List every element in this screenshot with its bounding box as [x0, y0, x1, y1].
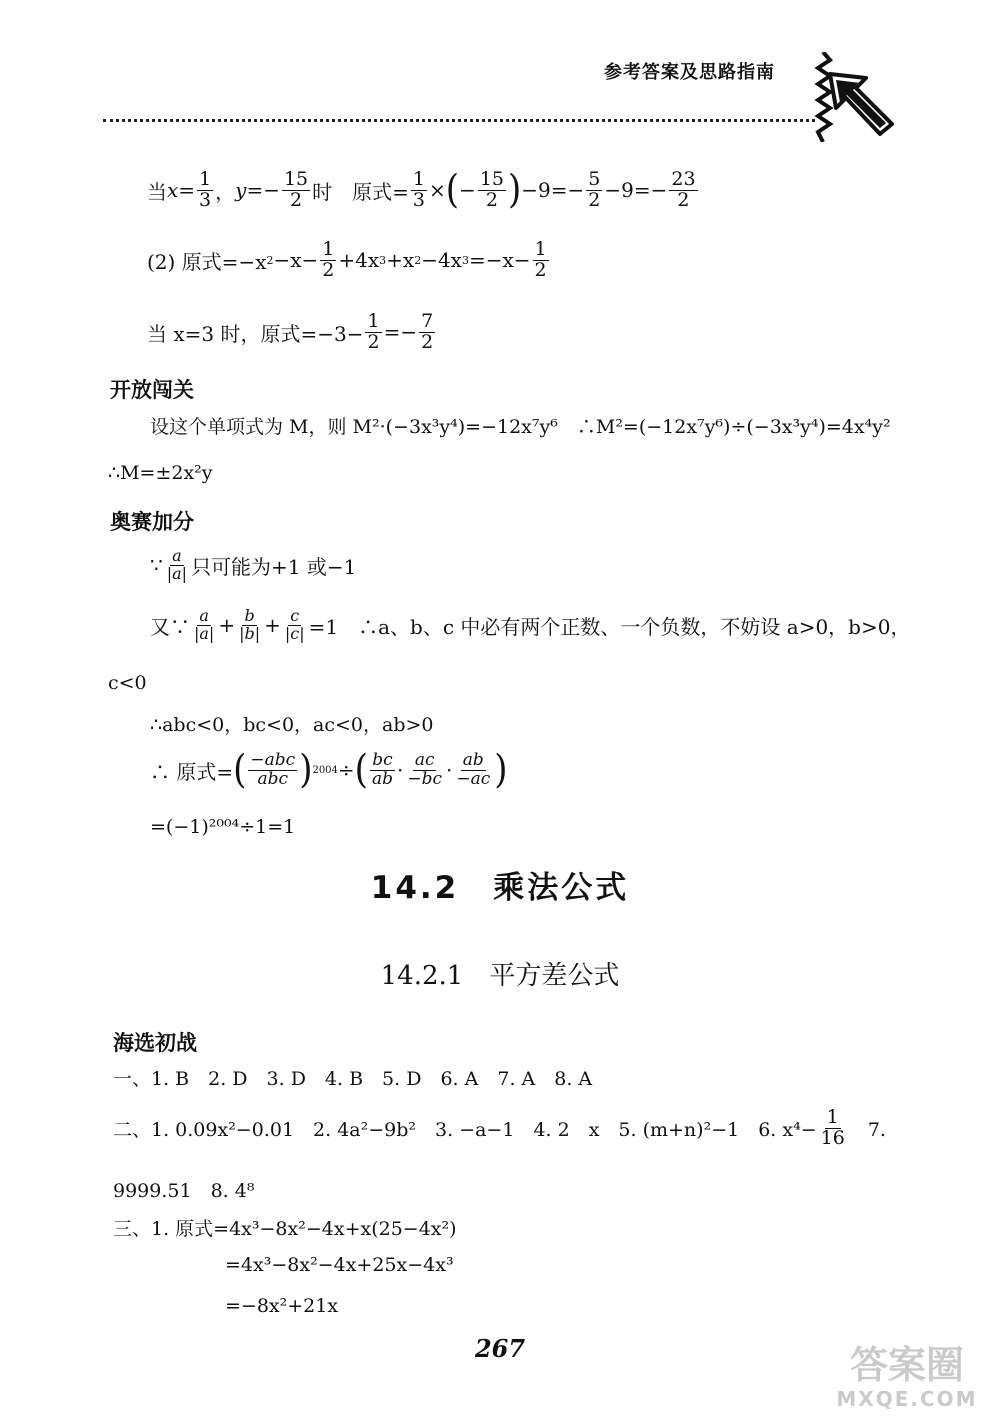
- exponent: 3: [461, 253, 469, 267]
- numerator: 1: [367, 310, 380, 332]
- chapter-heading: 14.2 乘法公式: [370, 870, 630, 906]
- fraction: [454, 752, 492, 789]
- text: 时 原式=: [312, 179, 409, 204]
- denominator: 2: [421, 330, 434, 353]
- fraction: [533, 240, 549, 281]
- fraction: [819, 1108, 847, 1149]
- numerator: 5: [588, 168, 601, 190]
- numerator: 1: [199, 168, 212, 190]
- denominator: 2: [290, 188, 303, 211]
- var-x: x: [167, 178, 179, 203]
- section-heading-preliminary: 海选初战: [113, 1031, 197, 1055]
- paren: (: [445, 167, 460, 214]
- paren: ): [494, 747, 508, 794]
- equation-line-6: [150, 548, 356, 583]
- denominator: |c|: [284, 623, 305, 643]
- page-number: 267: [474, 1334, 526, 1363]
- fraction: [478, 170, 506, 211]
- text: −9=−: [521, 178, 585, 203]
- text: =−: [246, 178, 280, 203]
- numerator: 23: [671, 168, 696, 190]
- text: ∴ 原式=: [150, 759, 234, 784]
- fraction: [197, 170, 213, 211]
- denominator: 3: [199, 188, 212, 211]
- numerator: 7: [421, 310, 434, 332]
- exponent: 2004: [312, 764, 338, 776]
- section-heading-open: 开放闯关: [110, 378, 194, 402]
- denominator: |a|: [194, 623, 215, 643]
- var-y: y: [235, 178, 247, 203]
- fraction: [370, 752, 395, 789]
- text: ×: [429, 178, 446, 203]
- text: +4x: [338, 248, 380, 273]
- equation-line-4: 设这个单项式为 M，则 M²·(−3x³y⁴)=−12x⁷y⁶ ∴M²=(−12x⁷y⁶)÷(−3x³y⁴)=4x⁴y²: [150, 416, 891, 438]
- exponent: 2: [266, 253, 274, 267]
- fraction: [248, 752, 297, 789]
- text: 二、1. 0.09x²−0.01 2. 4a²−9b² 3. −a−1 4. 2 x 5. (m+n)²−1 6. x⁴−: [113, 1118, 817, 1141]
- arrow-pointer-icon: [826, 70, 896, 138]
- fraction: [282, 170, 310, 211]
- numerator: ab: [462, 750, 484, 770]
- fraction: [320, 240, 336, 281]
- denominator: 2: [367, 330, 380, 353]
- equation-line-8: c<0: [108, 672, 147, 694]
- numerator: b: [244, 606, 255, 625]
- numerator: 15: [283, 168, 309, 190]
- text: −4x: [421, 248, 462, 273]
- numerator: 1: [826, 1106, 839, 1128]
- denominator: 2: [485, 188, 498, 211]
- text: =−x−: [468, 248, 531, 273]
- paren: ): [508, 167, 522, 214]
- text: =−: [383, 320, 418, 345]
- section-heading-olympiad: 奥赛加分: [110, 510, 194, 534]
- text: =1 ∴a、b、c 中必有两个正数、一个负数，不妨设 a>0，b>0，: [308, 614, 911, 639]
- fraction: [586, 170, 602, 211]
- equation-line-11: =(−1)²⁰⁰⁴÷1=1: [150, 816, 296, 838]
- denominator: 2: [534, 258, 547, 281]
- equation-line-10: [150, 747, 508, 794]
- fraction: [365, 312, 381, 353]
- equation-line-5: ∴M=±2x²y: [108, 462, 213, 484]
- numerator: bc: [372, 750, 393, 770]
- numerator: −abc: [250, 750, 296, 770]
- answer-line-2: [113, 1108, 886, 1149]
- header-dotted-rule: [103, 119, 815, 122]
- denominator: ab: [371, 768, 393, 789]
- text: +x: [386, 248, 415, 273]
- denominator: abc: [257, 768, 289, 789]
- fraction: [283, 608, 307, 643]
- numerator: 1: [534, 238, 547, 260]
- numerator: ac: [414, 750, 435, 770]
- fraction: [405, 752, 444, 789]
- equation-line-7: [150, 608, 910, 643]
- equation-line-1: [147, 167, 700, 214]
- text: ，: [215, 179, 236, 204]
- numerator: 15: [479, 168, 504, 190]
- text: 又∵: [150, 614, 190, 639]
- denominator: −bc: [407, 768, 442, 789]
- equation-line-9: ∴abc<0，bc<0，ac<0，ab>0: [150, 714, 434, 736]
- running-header-title: 参考答案及思路指南: [604, 62, 775, 83]
- answer-line-3: 9999.51 8. 4⁸: [113, 1180, 255, 1202]
- fraction: [237, 608, 262, 643]
- denominator: |a|: [166, 563, 188, 583]
- text: ÷: [337, 758, 355, 783]
- text: 只可能为+1 或−1: [191, 554, 357, 579]
- equation-line-3: [147, 312, 437, 353]
- denominator: 2: [677, 188, 690, 211]
- paren: (: [233, 747, 247, 794]
- text: −: [459, 178, 476, 203]
- text: ·: [396, 758, 404, 783]
- paren: ): [299, 747, 313, 794]
- text: +: [264, 613, 281, 638]
- fraction: [669, 170, 697, 211]
- denominator: 16: [820, 1126, 845, 1149]
- text: −x−: [273, 248, 319, 273]
- equation-line-2: [147, 240, 551, 281]
- fraction: [411, 170, 427, 211]
- numerator: 1: [412, 168, 426, 190]
- numerator: a: [199, 606, 209, 625]
- numerator: c: [290, 606, 300, 625]
- text: (2) 原式=−x: [147, 249, 267, 274]
- denominator: −ac: [456, 768, 491, 789]
- numerator: a: [172, 546, 182, 565]
- text: 当 x=3 时，原式=−3−: [147, 321, 364, 346]
- answer-line-6: =−8x²+21x: [225, 1295, 339, 1317]
- watermark-url: MXQE.COM: [836, 1387, 978, 1411]
- exponent: 3: [379, 253, 387, 267]
- text: =: [178, 178, 196, 203]
- fraction: [165, 548, 189, 583]
- answer-line-5: =4x³−8x²−4x+25x−4x³: [225, 1254, 454, 1276]
- answer-line-4: 三、1. 原式=4x³−8x²−4x+x(25−4x²): [113, 1218, 457, 1240]
- text: 当: [147, 179, 167, 204]
- fraction: [192, 608, 216, 643]
- fraction: [419, 312, 435, 353]
- answer-line-1: 一、1. B 2. D 3. D 4. B 5. D 6. A 7. A 8. A: [113, 1068, 593, 1090]
- numerator: 1: [322, 238, 335, 260]
- text: ∵: [150, 553, 163, 578]
- exponent: 2: [414, 253, 422, 267]
- denominator: 3: [412, 188, 426, 211]
- text: ·: [445, 758, 453, 783]
- watermark-logo: [822, 1343, 992, 1423]
- paren: (: [354, 747, 368, 794]
- text: +: [218, 613, 236, 638]
- text: 7.: [848, 1118, 886, 1141]
- denominator: 2: [588, 188, 601, 211]
- subchapter-heading: 14.2.1 平方差公式: [380, 961, 620, 991]
- denominator: |b|: [239, 623, 261, 643]
- watermark-text: 答案圈: [849, 1343, 964, 1387]
- denominator: 2: [322, 258, 335, 281]
- text: −9=−: [604, 178, 668, 203]
